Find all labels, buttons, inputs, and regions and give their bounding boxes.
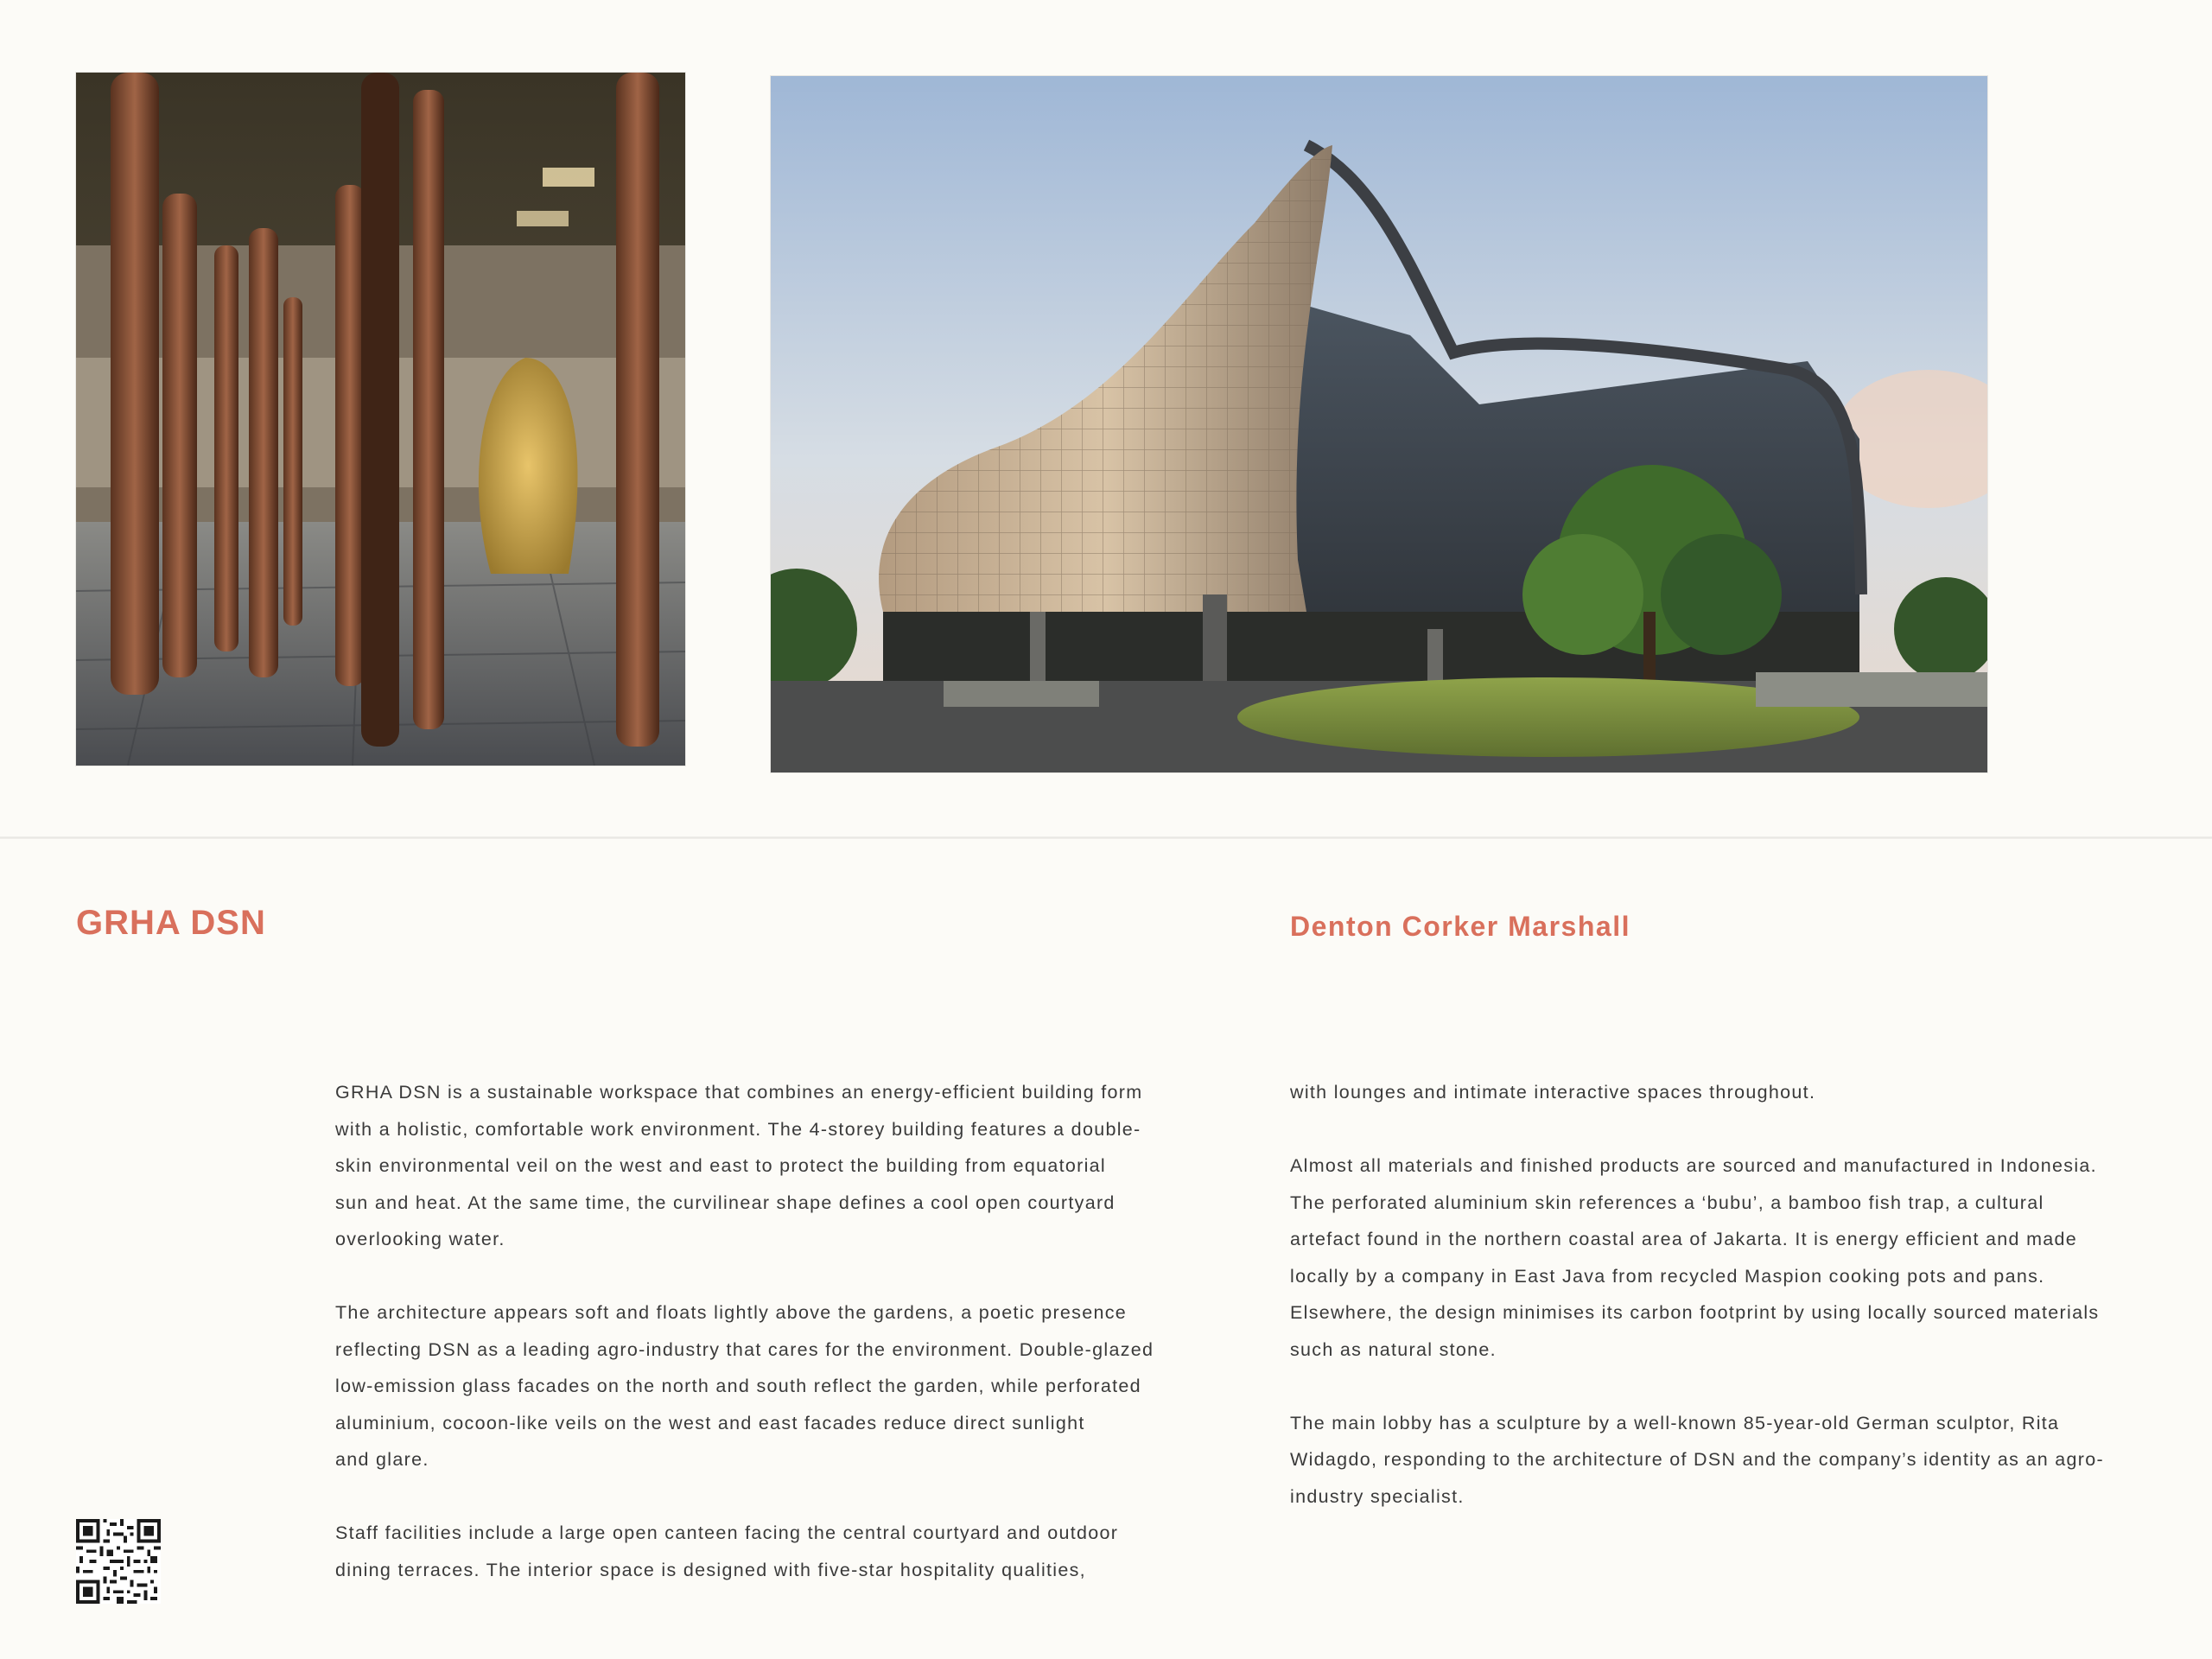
body-paragraph: with lounges and intimate interactive spaces throughout. [1290,1082,1816,1103]
body-paragraph: GRHA DSN is a sustainable workspace that combines an energy-efficient building form with a holistic, comfortable work environment. The 4-storey building features a double- skin environmental veil on the west and east to protect the building from equatorial sun and heat. At the same time, the curvilinear shape defines a cool open courtyard overlooking water. [335,1082,1143,1249]
qr-code-icon[interactable] [76,1519,161,1604]
body-paragraph: Staff facilities include a large open canteen facing the central courtyard and outdoor dining terraces. The interior space is designed with five-star hospitality qualities, [335,1522,1119,1580]
body-paragraph: The architecture appears soft and floats lightly above the gardens, a poetic presence reflecting DSN as a leading agro-industry that cares for the environment. Double-glazed low-emission glass facades on the north and south reflect the garden, while perforated aluminium, cocoon-like veils on the west and east facades reduce direct sunlight and glare. [335,1302,1154,1470]
project-title: GRHA DSN [76,904,266,942]
body-column-right [1290,1074,2171,1515]
body-paragraph: The main lobby has a sculpture by a well-known 85-year-old German sculptor, Rita Widagdo, responding to the architecture of DSN and the company’s identity as an agro- industry specialist. [1290,1412,2104,1507]
lobby-interior-illustration [76,73,685,766]
architect-name: Denton Corker Marshall [1290,911,1630,942]
body-paragraph: Almost all materials and finished products are sourced and manufactured in Indonesia. The perforated aluminium skin references a ‘bubu’, a bamboo fish trap, a cultural artefact found in the northern coastal area of Jakarta. It is energy efficient and made locally by a company in East Java from recycled Maspion cooking pots and pans. Elsewhere, the design minimises its carbon footprint by using locally sourced materials such as natural stone. [1290,1155,2100,1360]
building-exterior-photo [771,76,1987,772]
page-fold-line [0,836,2212,839]
lobby-interior-photo [76,73,685,766]
building-exterior-illustration [771,76,1987,772]
body-column-left [335,1074,1217,1588]
